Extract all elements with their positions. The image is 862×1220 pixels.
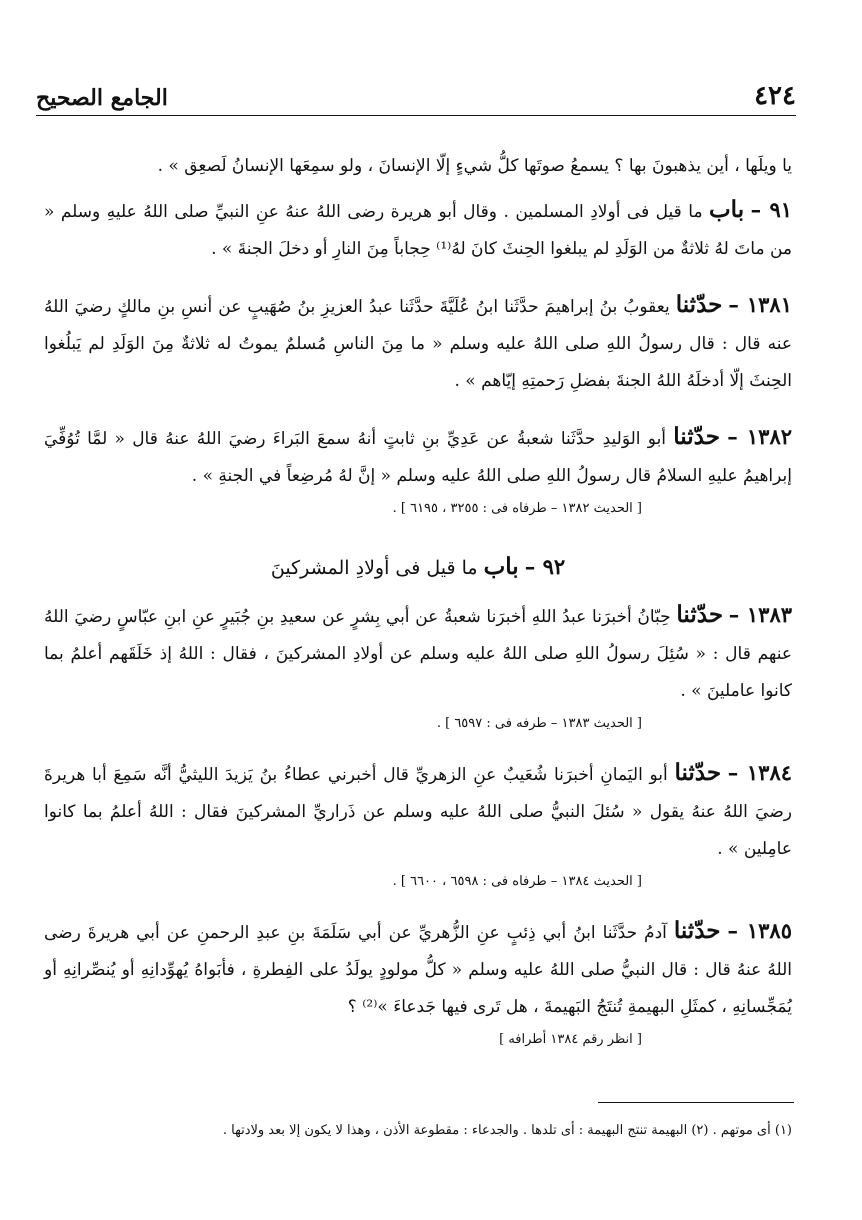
- chapter-92-number: ٩٢ –: [524, 554, 566, 579]
- chapter-92-text: ما قيل فى أولادِ المشركينَ: [270, 557, 478, 579]
- hadith-1385: [44, 912, 792, 1026]
- hadith-1382-number: ١٣٨٢ –: [727, 424, 793, 449]
- chapter-92: [44, 547, 792, 588]
- intro-line: يا ويلَها ، أين يذهبونَ بها ؟ يسمعُ صوتَها كلُّ شيءٍ إلّا الإنسانَ ، ولو سمِعَها الإنسانُ لَصعِق » .: [157, 156, 792, 176]
- chapter-91: [44, 191, 792, 268]
- page-number: ٤٢٤: [754, 81, 796, 111]
- chapter-91-number: ٩١ –: [750, 197, 792, 222]
- hadith-1381-number: ١٣٨١ –: [728, 292, 792, 317]
- hadith-1383-opening: حدّثنا: [676, 601, 724, 628]
- hadith-1381-text: يعقوبُ بنُ إبراهيمَ حدَّثَنا ابنُ عُلَيَّةَ حدَّثَنا عبدُ العزيزِ بنُ صُهَيبٍ عن أنسِ بنِ مالكٍ رضيَ اللهُ عنه قال : قال رسولُ اللهِ صلى اللهُ عليه وسلم « ما مِنَ الناسِ مُسلمٌ يموتُ له ثلاثةٌ مِنَ الوَلَدِ لم يَبلُغوا الحِنثَ إلّا أدخلَهُ اللهُ الجنةَ بفضلِ رَحمتِهِ إيّاهم » .: [44, 297, 792, 391]
- hadith-1382-ref: [ الحديث ١٣٨٢ – طرفاه فى : ٣٢٥٥ ، ٦١٩٥ ] .: [392, 501, 642, 516]
- hadith-1382-opening: حدّثنا: [673, 423, 720, 450]
- hadith-1382-text: أبو الوَليدِ حدَّثَنا شعبةُ عن عَدِيِّ بنِ ثابتٍ أنهُ سمعَ البَراءَ رضيَ اللهُ عنهُ قال « لمَّا تُوُفِّيَ إبراهيمُ عليهِ السلامُ قال رسولُ اللهِ صلى اللهُ عليه وسلم « إنَّ لهُ مُرضِعاً في الجنةِ » .: [44, 429, 792, 486]
- hadith-1385-opening: حدّثنا: [673, 917, 721, 944]
- book-title: الجامع الصحيح: [36, 85, 168, 111]
- page-body: [44, 148, 792, 1052]
- hadith-1385-text: آدمُ حدَّثَنا ابنُ أبي ذِئبٍ عنِ الزُّهريِّ عن أبي سَلَمَةَ بنِ عبدِ الرحمنِ عن أبي هريرةَ رضى اللهُ عنهُ قال : قال النبيُّ صلى اللهُ عليه وسلم « كلُّ مولودٍ يولَدُ على الفِطرةِ ، فأبَواهُ يُهوِّدانِهِ أو يُنصِّرانِهِ أو يُمَجِّسانِهِ ، كمثَلِ البهيمةِ تُنتَجُ البَهيمةَ ، هل تَرى فيها جَدعاءَ »⁽²⁾ ؟: [44, 923, 792, 1017]
- hadith-1382: [44, 418, 792, 495]
- hadith-1381: [44, 286, 792, 400]
- hadith-1385-number: ١٣٨٥ –: [727, 918, 792, 943]
- hadith-1385-ref: [ انظر رقم ١٣٨٤ أطرافه ]: [499, 1032, 642, 1047]
- hadith-1383-number: ١٣٨٣ –: [728, 602, 793, 627]
- hadith-1381-opening: حدّثنا: [675, 291, 723, 318]
- hadith-1383: [44, 596, 792, 710]
- hadith-1384-opening: حدّثنا: [674, 759, 722, 786]
- chapter-92-bab-word: باب: [483, 553, 519, 580]
- page-header: [36, 78, 796, 116]
- hadith-1384-text: أبو اليَمانِ أخبرَنا شُعَيبٌ عنِ الزهريِّ قال أخبرني عطاءُ بنُ يَزيدَ الليثيُّ أنَّه سَمِعَ أبا هريرةَ رضيَ اللهُ عنهُ يقول « سُئلَ النبيُّ صلى اللهُ عليه وسلم عن ذَراريِّ المشركينَ فقال : اللهُ أعلمُ بما كانوا عامِلين » .: [44, 765, 792, 859]
- chapter-91-bab-word: باب: [709, 196, 745, 223]
- footnote-divider: [598, 1102, 794, 1103]
- hadith-1384-ref: [ الحديث ١٣٨٤ – طرفاه فى : ٦٥٩٨ ، ٦٦٠٠ ] .: [392, 874, 642, 889]
- hadith-1383-ref: [ الحديث ١٣٨٣ – طرفه فى : ٦٥٩٧ ] .: [436, 716, 642, 731]
- footnotes: (١) أى موتهم . (٢) البهيمة تنتج البهيمة : أى تلدها . والجدعاء : مقطوعة الأذن ، وهذا لا يكون إلا بعد ولادتها .: [222, 1123, 792, 1138]
- hadith-1383-text: حِبّانُ أخبرَنا عبدُ اللهِ أخبرَنا شعبةُ عن أبي بِشرٍ عن سعيدِ بنِ جُبَيرٍ عنِ ابنِ عبّاسٍ رضيَ اللهُ عنهم قال : « سُئِلَ رسولُ اللهِ صلى اللهُ عليه وسلم عن أولادِ المشركينَ ، فقال : اللهُ إذ خَلَقَهم أعلمُ بما كانوا عاملينَ » .: [44, 607, 792, 701]
- chapter-91-text: ما قيل فى أولادِ المسلمين . وقال أبو هريرة رضى اللهُ عنهُ عنِ النبيِّ صلى اللهُ عليهِ وسلم « من ماتَ لهُ ثلاثةٌ من الوَلَدِ لم يبلغوا الحِنثَ كانَ لهُ⁽¹⁾ حِجاباً مِنَ النارِ أو دخلَ الجنةَ » .: [44, 202, 792, 259]
- hadith-1384-number: ١٣٨٤ –: [727, 760, 793, 785]
- hadith-1384: [44, 754, 792, 868]
